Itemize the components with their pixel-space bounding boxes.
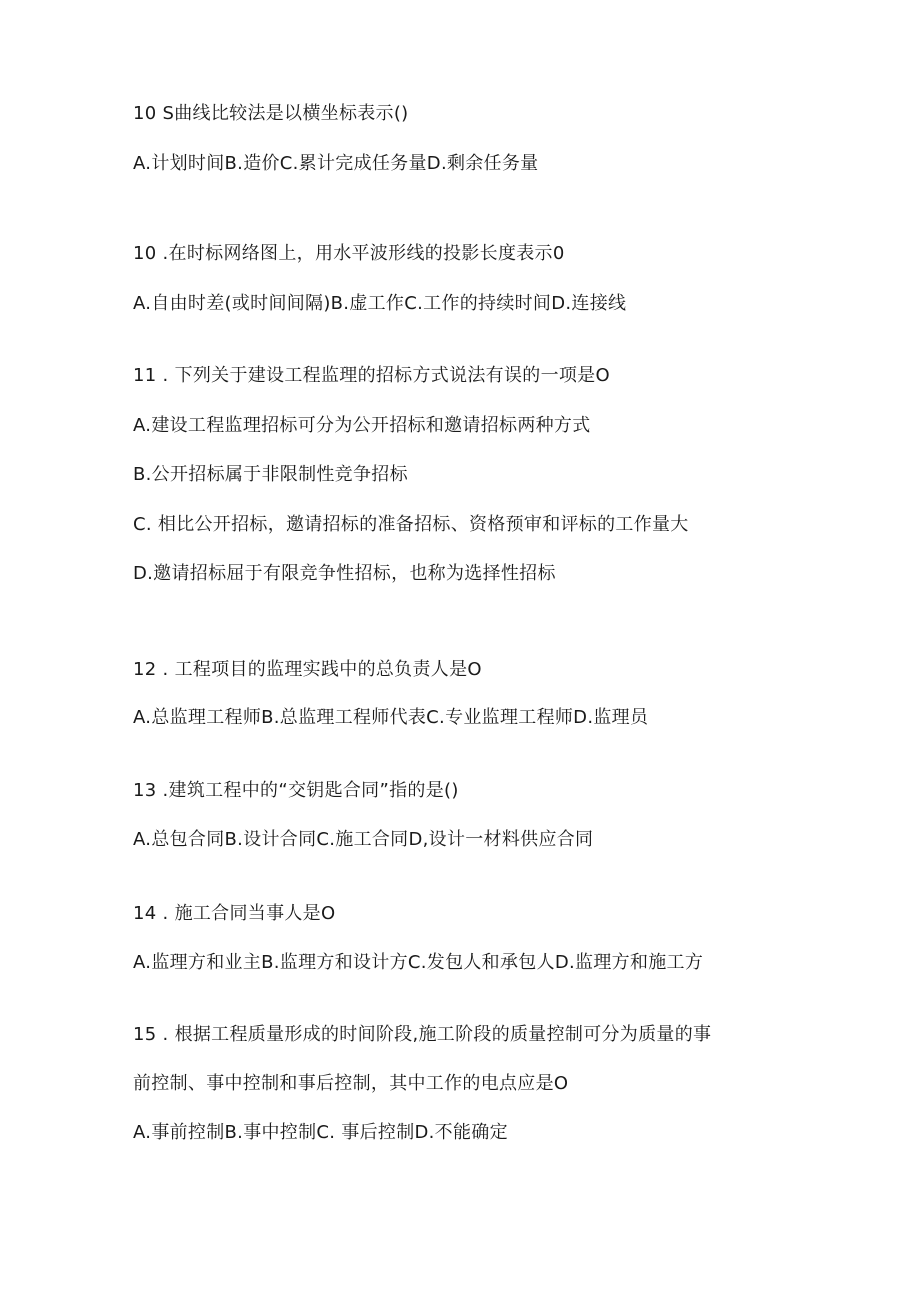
question-11-option-a: A.建设工程监理招标可分为公开招标和邀请招标两种方式	[133, 415, 591, 436]
question-10a-options: A.计划时间B.造价C.累计完成任务量D.剩余任务量	[133, 153, 539, 174]
question-11-option-b: B.公开招标属于非限制性竞争招标	[133, 464, 408, 485]
question-15-options: A.事前控制B.事中控制C. 事后控制D.不能确定	[133, 1122, 508, 1143]
question-15-stem-line-1: 15 . 根据工程质量形成的时间阶段,施工阶段的质量控制可分为质量的事	[133, 1024, 712, 1045]
question-12-options: A.总监理工程师B.总监理工程师代表C.专业监理工程师D.监理员	[133, 707, 649, 728]
question-13-options: A.总包合同B.设计合同C.施工合同D,设计一材料供应合同	[133, 829, 594, 850]
question-12-stem: 12 . 工程项目的监理实践中的总负责人是O	[133, 659, 482, 680]
question-10a-stem: 10 S曲线比较法是以横坐标表示()	[133, 103, 409, 124]
question-11-option-d: D.邀请招标屈于有限竞争性招标，也称为选择性招标	[133, 563, 556, 584]
question-13-stem: 13 .建筑工程中的“交钥匙合同”指的是()	[133, 780, 459, 801]
question-10b-stem: 10 .在时标网络图上，用水平波形线的投影长度表示0	[133, 243, 565, 264]
question-11-stem: 11 . 下列关于建设工程监理的招标方式说法有误的一项是O	[133, 365, 610, 386]
question-14-stem: 14 . 施工合同当事人是O	[133, 903, 336, 924]
question-15-stem-line-2: 前控制、事中控制和事后控制，其中工作的电点应是O	[133, 1073, 569, 1094]
question-14-options: A.监理方和业主B.监理方和设计方C.发包人和承包人D.监理方和施工方	[133, 952, 704, 973]
question-10b-options: A.自由时差(或时间间隔)B.虚工作C.工作的持续时间D.连接线	[133, 293, 627, 314]
question-11-option-c: C. 相比公开招标，邀请招标的准备招标、资格预审和评标的工作量大	[133, 514, 689, 535]
